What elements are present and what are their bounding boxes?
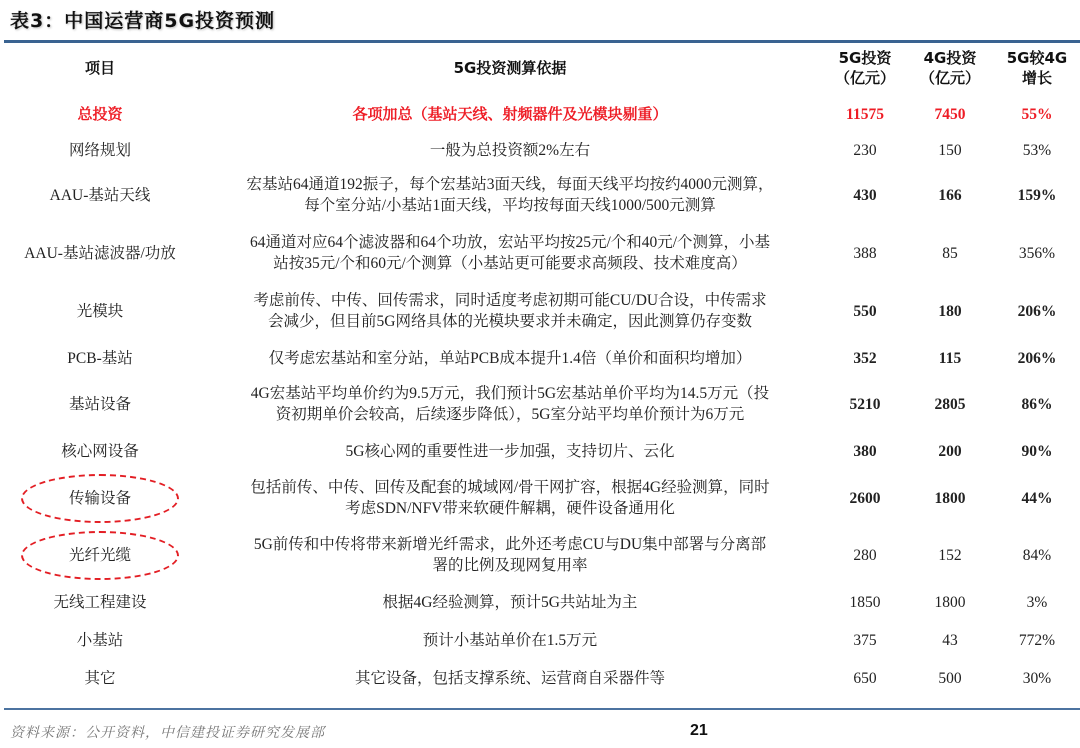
row-4g: 85 bbox=[942, 244, 958, 262]
table-row bbox=[4, 375, 1080, 433]
table-row-total bbox=[4, 93, 1080, 135]
row-growth: 90% bbox=[1021, 442, 1053, 460]
row-item: 核心网设备 bbox=[61, 442, 139, 460]
row-5g: 1850 bbox=[849, 593, 881, 611]
row-growth: 3% bbox=[1026, 593, 1048, 611]
row-4g: 200 bbox=[938, 442, 962, 460]
row-basis-l2: 考虑SDN/NFV带来软硬件解耦，硬件设备通用化 bbox=[345, 500, 675, 517]
row-growth: 206% bbox=[1017, 349, 1057, 367]
table-row bbox=[4, 135, 1080, 165]
dashed-oval-highlight bbox=[21, 531, 179, 580]
row-5g: 380 bbox=[853, 442, 877, 460]
row-basis-l1: 宏基站64通道192振子，每个宏基站3面天线，每面天线平均按约4000元测算， bbox=[246, 176, 774, 193]
header-growth bbox=[994, 43, 1080, 93]
row-5g: 230 bbox=[853, 141, 877, 159]
row-item: 网络规划 bbox=[68, 141, 131, 159]
header-4g-l1: 4G投资 bbox=[923, 49, 977, 67]
row-item-label: 传输设备 bbox=[68, 489, 131, 507]
row-4g: 166 bbox=[938, 186, 962, 204]
row-basis: 预计小基站单价在1.5万元 bbox=[422, 631, 598, 649]
row-item: PCB-基站 bbox=[67, 349, 133, 367]
row-growth: 84% bbox=[1022, 546, 1052, 564]
row-growth: 772% bbox=[1018, 631, 1056, 649]
table-row bbox=[4, 433, 1080, 469]
row-basis-l1: 64通道对应64个滤波器和64个功放，宏站平均按25元/个和40元/个测算，小基 bbox=[249, 234, 771, 251]
row-5g: 650 bbox=[853, 669, 877, 687]
header-4g-l2: （亿元） bbox=[919, 69, 980, 87]
row-item: 总投资 bbox=[77, 104, 123, 123]
row-5g: 11575 bbox=[846, 105, 884, 123]
row-item: 基站设备 bbox=[68, 395, 131, 413]
row-basis-l2: 资初期单价会较高，后续逐步降低），5G室分站平均单价预计为6万元 bbox=[275, 406, 745, 423]
circled-item bbox=[69, 488, 131, 509]
row-basis bbox=[196, 225, 824, 281]
row-basis bbox=[196, 165, 824, 225]
table-row-highlighted bbox=[4, 527, 1080, 583]
row-basis-l1: 4G宏基站平均单价约为9.5万元，我们预计5G宏基站单价平均为14.5万元（投 bbox=[250, 385, 770, 402]
row-item-label: 光纤光缆 bbox=[68, 546, 131, 564]
row-basis: 其它设备，包括支撑系统、运营商自采器件等 bbox=[354, 669, 665, 687]
row-growth: 30% bbox=[1022, 669, 1052, 687]
row-basis-l2: 署的比例及现网复用率 bbox=[432, 557, 588, 574]
table-row bbox=[4, 341, 1080, 375]
header-5g-l1: 5G投资 bbox=[838, 49, 892, 67]
source-note: 资料来源：公开资料，中信建投证券研究发展部 bbox=[10, 726, 325, 741]
row-5g: 2600 bbox=[849, 489, 881, 507]
row-item bbox=[4, 527, 196, 583]
row-growth: 86% bbox=[1021, 395, 1053, 413]
bottom-rule bbox=[4, 708, 1080, 710]
header-item: 项目 bbox=[84, 59, 115, 77]
row-growth: 356% bbox=[1018, 244, 1056, 262]
row-basis-l1: 包括前传、中传、回传及配套的城域网/骨干网扩容，根据4G经验测算，同时 bbox=[250, 479, 770, 496]
row-basis-l2: 站按35元/个和60元/个测算（小基站更可能要求高频段、技术难度高） bbox=[273, 255, 747, 272]
row-4g: 1800 bbox=[934, 489, 966, 507]
row-basis-l2: 会减少，但目前5G网络具体的光模块要求并未确定，因此测算仍存变数 bbox=[268, 313, 752, 330]
row-item bbox=[4, 469, 196, 527]
row-4g: 115 bbox=[938, 349, 962, 367]
row-basis: 5G核心网的重要性进一步加强，支持切片、云化 bbox=[345, 442, 675, 460]
row-4g: 1800 bbox=[934, 593, 966, 611]
table-row bbox=[4, 165, 1080, 225]
header-5g-l2: （亿元） bbox=[834, 69, 895, 87]
table-row-highlighted bbox=[4, 469, 1080, 527]
table-row bbox=[4, 225, 1080, 281]
table-row bbox=[4, 659, 1080, 697]
row-basis: 仅考虑宏基站和室分站，单站PCB成本提升1.4倍（单价和面积均增加） bbox=[268, 349, 752, 367]
row-basis-l1: 5G前传和中传将带来新增光纤需求，此外还考虑CU与DU集中部署与分离部 bbox=[253, 536, 767, 553]
row-4g: 180 bbox=[938, 302, 962, 320]
row-basis: 一般为总投资额2%左右 bbox=[429, 141, 591, 159]
row-5g: 375 bbox=[853, 631, 877, 649]
dashed-oval-highlight bbox=[21, 474, 179, 523]
row-5g: 280 bbox=[853, 546, 877, 564]
row-growth: 53% bbox=[1022, 141, 1052, 159]
row-item: AAU-基站天线 bbox=[49, 186, 151, 204]
row-basis-l1: 考虑前传、中传、回传需求，同时适度考虑初期可能CU/DU合设，中传需求 bbox=[253, 292, 767, 309]
header-5g-investment bbox=[824, 43, 906, 93]
header-row bbox=[4, 43, 1080, 93]
row-growth: 44% bbox=[1021, 489, 1053, 507]
row-4g: 2805 bbox=[934, 395, 966, 413]
header-growth-l1: 5G较4G bbox=[1006, 49, 1068, 67]
row-basis: 根据4G经验测算，预计5G共站址为主 bbox=[382, 593, 638, 611]
row-4g: 150 bbox=[938, 141, 962, 159]
circled-item bbox=[69, 545, 131, 566]
table-title: 表3：中国运营商5G投资预测 bbox=[10, 10, 276, 32]
row-basis bbox=[196, 527, 824, 583]
header-4g-investment bbox=[906, 43, 994, 93]
header-growth-l2: 增长 bbox=[1021, 69, 1052, 87]
table-row bbox=[4, 583, 1080, 621]
header-basis: 5G投资测算依据 bbox=[453, 59, 567, 77]
row-item: 光模块 bbox=[76, 302, 124, 320]
row-5g: 430 bbox=[853, 186, 877, 204]
row-item: 无线工程建设 bbox=[53, 593, 147, 611]
row-growth: 55% bbox=[1021, 105, 1053, 123]
row-item: 其它 bbox=[84, 669, 116, 687]
row-5g: 550 bbox=[853, 302, 877, 320]
row-5g: 352 bbox=[853, 349, 877, 367]
page-number: 21 bbox=[690, 722, 708, 739]
row-5g: 388 bbox=[853, 244, 877, 262]
row-4g: 500 bbox=[938, 669, 962, 687]
row-basis bbox=[196, 469, 824, 527]
row-basis bbox=[196, 281, 824, 341]
row-item: 小基站 bbox=[76, 631, 124, 649]
row-5g: 5210 bbox=[849, 395, 881, 413]
row-4g: 152 bbox=[938, 546, 962, 564]
row-basis-l2: 每个室分站/小基站1面天线，平均按每面天线1000/500元测算 bbox=[304, 197, 716, 214]
row-4g: 43 bbox=[942, 631, 958, 649]
row-item: AAU-基站滤波器/功放 bbox=[24, 244, 176, 262]
row-basis bbox=[196, 375, 824, 433]
row-4g: 7450 bbox=[934, 105, 966, 123]
table-row bbox=[4, 621, 1080, 659]
table-row bbox=[4, 281, 1080, 341]
investment-table bbox=[4, 43, 1080, 697]
row-growth: 206% bbox=[1017, 302, 1057, 320]
row-basis: 各项加总（基站天线、射频器件及光模块剔重） bbox=[352, 104, 668, 123]
row-growth: 159% bbox=[1017, 186, 1057, 204]
